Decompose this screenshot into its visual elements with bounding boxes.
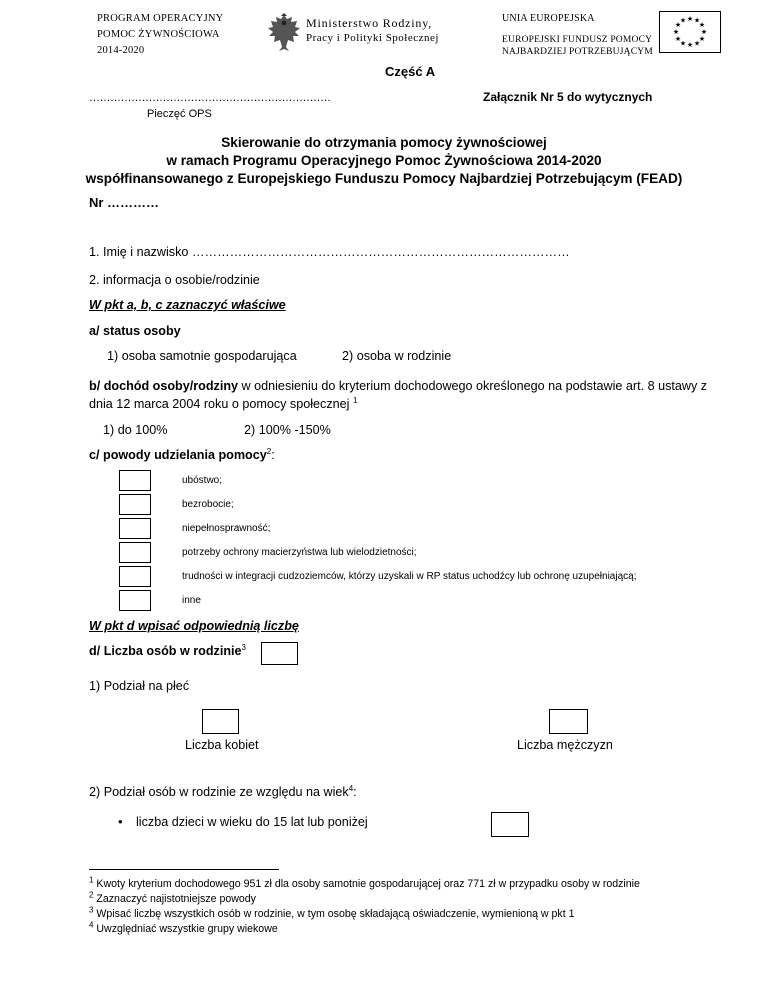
age-heading [89, 785, 357, 799]
reason-label-poverty: ubóstwo; [182, 475, 223, 486]
age-heading-text: 2) Podział osób w rodzinie ze względu na wiek [89, 785, 349, 799]
family-size-footnote-ref: 3 [241, 642, 246, 652]
svg-text:★: ★ [693, 16, 701, 25]
children-count-label: liczba dzieci w wieku do 15 lat lub poniżej [136, 815, 368, 829]
eu-fund-name [502, 34, 653, 58]
svg-text:★: ★ [679, 39, 687, 48]
document-title-line-2: w ramach Programu Operacyjnego Pomoc Żywnościowa 2014-2020 [166, 153, 602, 168]
income-paragraph [89, 377, 729, 413]
eu-fund-line-2: NAJBARDZIEJ POTRZEBUJĄCYM [502, 47, 653, 57]
program-line-1: PROGRAM OPERACYJNY [97, 13, 224, 24]
footnote-3 [89, 905, 575, 920]
reason-checkbox-disability[interactable] [119, 518, 151, 539]
svg-text:★: ★ [700, 28, 708, 36]
reason-label-disability: niepełnosprawność; [182, 523, 271, 534]
stamp-label: Pieczęć OPS [147, 108, 212, 120]
income-footnote-ref: 1 [352, 395, 358, 405]
income-option-100-150: 2) 100% -150% [244, 423, 331, 437]
eu-flag-icon [659, 11, 721, 53]
men-count-label: Liczba mężczyzn [517, 738, 613, 752]
stamp-placeholder: …………………………………………………………… [89, 92, 331, 104]
women-count-label: Liczba kobiet [185, 738, 259, 752]
reason-checkbox-integration[interactable] [119, 566, 151, 587]
footnote-2 [89, 890, 256, 905]
income-option-100: 1) do 100% [103, 423, 168, 437]
svg-text:★: ★ [674, 35, 682, 43]
footnote-4 [89, 920, 278, 935]
document-title-line-1: Skierowanie do otrzymania pomocy żywnościowej [221, 135, 547, 150]
footnote-2-num: 2 [89, 890, 94, 900]
income-heading: b/ dochód osoby/rodziny [89, 379, 239, 393]
reasons-heading-colon: : [271, 448, 275, 462]
status-option-family: 2) osoba w rodzinie [342, 349, 452, 363]
footnote-2-text: Zaznaczyć najistotniejsze powody [93, 893, 256, 905]
instruction-d: W pkt d wpisać odpowiednią liczbę [89, 619, 299, 633]
name-field: 1. Imię i nazwisko ……………………………………………………………………………… [89, 245, 570, 259]
women-count-input[interactable] [202, 709, 239, 734]
income-text: w odniesieniu do kryterium dochodowego określonego na podstawie art. 8 ustawy z dnia 12 marca 2004 roku o pomocy społecznej [89, 379, 708, 411]
status-heading: a/ status osoby [89, 324, 181, 338]
eu-fund-line-1: EUROPEJSKI FUNDUSZ POMOCY [502, 35, 653, 45]
age-heading-colon: : [353, 785, 357, 799]
instruction-abc: W pkt a, b, c zaznaczyć właściwe [89, 298, 286, 312]
number-field: Nr ………… [89, 195, 160, 210]
reason-checkbox-poverty[interactable] [119, 470, 151, 491]
reason-label-unemployment: bezrobocie; [182, 499, 234, 510]
family-size-input[interactable] [261, 642, 298, 665]
program-line-3: 2014-2020 [97, 45, 145, 56]
eu-union-label: UNIA EUROPEJSKA [502, 13, 595, 24]
polish-eagle-icon [266, 13, 302, 53]
ministry-line-2: Pracy i Polityki Społecznej [306, 32, 439, 44]
reason-label-other: inne [182, 595, 201, 606]
reason-label-integration: trudności w integracji cudzoziemców, którzy uzyskali w RP status uchodźcy lub ochronę uzupełniającą; [182, 571, 637, 582]
footnote-1 [89, 875, 640, 890]
annex-label: Załącznik Nr 5 do wytycznych [483, 90, 653, 104]
program-line-2: POMOC ŻYWNOŚCIOWA [97, 29, 220, 40]
family-size-heading-text: d/ Liczba osób w rodzinie [89, 644, 242, 658]
svg-text:★: ★ [698, 21, 706, 29]
reason-checkbox-maternity[interactable] [119, 542, 151, 563]
program-logo-text [97, 12, 223, 58]
reason-checkbox-other[interactable] [119, 590, 151, 611]
svg-text:★: ★ [679, 16, 687, 25]
footnote-4-num: 4 [89, 920, 94, 930]
footnote-separator [89, 869, 279, 870]
reason-checkbox-unemployment[interactable] [119, 494, 151, 515]
svg-text:★: ★ [686, 41, 694, 49]
svg-text:★: ★ [686, 15, 694, 23]
document-title-line-3: współfinansowanego z Europejskiego Funduszu Pomocy Najbardziej Potrzebującym (FEAD) [85, 171, 683, 186]
svg-text:★: ★ [672, 28, 680, 36]
footnote-1-text: Kwoty kryterium dochodowego 951 zł dla osoby samotnie gospodarującej oraz 771 zł w przypadku osoby w rodzinie [93, 878, 640, 890]
footnote-1-num: 1 [89, 875, 94, 885]
footnote-3-num: 3 [89, 905, 94, 915]
children-count-input[interactable] [491, 812, 529, 837]
family-size-heading [89, 644, 246, 658]
ministry-name [306, 16, 439, 46]
svg-text:★: ★ [674, 21, 682, 29]
gender-heading: 1) Podział na płeć [89, 679, 190, 693]
age-footnote-ref: 4 [348, 783, 354, 793]
svg-text:★: ★ [693, 39, 701, 48]
reasons-heading [89, 448, 275, 462]
person-info-heading: 2. informacja o osobie/rodzinie [89, 273, 260, 287]
reason-label-maternity: potrzeby ochrony macierzyństwa lub wielodzietności; [182, 547, 417, 558]
footnote-3-text: Wpisać liczbę wszystkich osób w rodzinie, w tym osobę składającą oświadczenie, wymienioną w pkt 1 [93, 908, 575, 920]
status-option-single: 1) osoba samotnie gospodarująca [107, 349, 297, 363]
bullet-icon: • [118, 814, 123, 829]
svg-text:★: ★ [698, 35, 706, 43]
footnote-4-text: Uwzględniać wszystkie grupy wiekowe [93, 923, 278, 935]
reasons-footnote-ref: 2 [266, 446, 272, 456]
reasons-heading-text: c/ powody udzielania pomocy [89, 448, 267, 462]
ministry-line-1: Ministerstwo Rodziny, [306, 16, 433, 30]
men-count-input[interactable] [549, 709, 588, 734]
part-label: Część A [385, 64, 436, 79]
